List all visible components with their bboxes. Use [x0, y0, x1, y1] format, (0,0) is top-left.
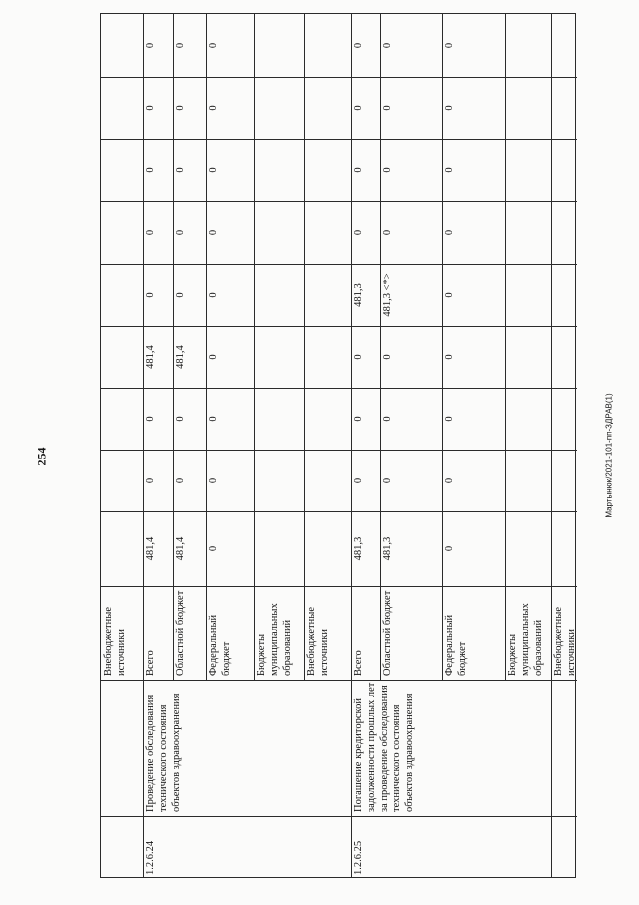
value-cell: [143, 14, 173, 77]
value-cell: [351, 77, 380, 139]
funding-source: [380, 586, 442, 680]
value-cell: [442, 450, 505, 511]
value-cell-text: 0: [208, 477, 219, 484]
value-cell-text: 0: [208, 354, 219, 360]
funding-source-text: Всего: [145, 650, 156, 676]
value-cell: [173, 511, 206, 586]
value-cell: [173, 14, 206, 77]
value-cell-text: 0: [145, 477, 156, 484]
value-cell: [304, 14, 351, 77]
value-cell: [173, 450, 206, 511]
value-cell: [304, 139, 351, 201]
value-cell: [505, 388, 551, 450]
value-cell: [551, 450, 577, 511]
value-cell: [254, 450, 304, 511]
item-name: [351, 680, 577, 816]
value-cell: [351, 201, 380, 264]
funding-source: [304, 586, 351, 680]
value-cell: [304, 388, 351, 450]
value-cell-text: [505, 450, 551, 511]
value-cell-text: [551, 388, 577, 450]
value-cell-text: 0: [382, 105, 393, 111]
value-cell-text: 0: [175, 105, 186, 111]
value-cell-text: 0: [382, 354, 393, 360]
value-cell-text: [304, 388, 351, 450]
value-cell-text: 0: [208, 229, 219, 236]
funding-source-text: Областной бюджет: [382, 590, 393, 676]
value-cell-text: [505, 139, 551, 201]
value-cell-text: [304, 264, 351, 326]
value-cell: [442, 511, 505, 586]
value-cell-text: 0: [444, 167, 455, 173]
value-cell-text: [551, 511, 577, 586]
value-cell-text: 0: [444, 477, 455, 484]
value-cell-text: 0: [175, 477, 186, 484]
value-cell: [505, 14, 551, 77]
value-cell: [143, 201, 173, 264]
item-code: [143, 816, 351, 879]
value-cell: [442, 14, 505, 77]
funding-source: [505, 586, 551, 680]
item-name: [143, 680, 351, 816]
value-cell: [254, 511, 304, 586]
value-cell: [143, 450, 173, 511]
value-cell: [551, 388, 577, 450]
value-cell-text: [304, 450, 351, 511]
value-cell-text: 0: [208, 416, 219, 422]
value-cell: [380, 326, 442, 388]
value-cell-text: 0: [208, 545, 219, 552]
value-cell: [551, 139, 577, 201]
value-cell: [173, 326, 206, 388]
value-cell: [380, 139, 442, 201]
value-cell-text: [551, 77, 577, 139]
value-cell-text: 481,3: [382, 536, 393, 561]
value-cell-text: 0: [353, 105, 364, 111]
item-code-text: 1.2.6.25: [353, 840, 364, 875]
value-cell-text: [254, 511, 304, 586]
value-cell-text: [254, 14, 304, 77]
value-cell-text: 0: [353, 42, 364, 49]
value-cell: [143, 511, 173, 586]
value-cell: [143, 264, 173, 326]
value-cell: [351, 450, 380, 511]
value-cell-text: 0: [382, 167, 393, 173]
value-cell: [551, 264, 577, 326]
value-cell-text: 481,4: [175, 345, 186, 369]
value-cell-text: [304, 139, 351, 201]
value-cell-text: 0: [145, 42, 156, 49]
value-cell: [143, 326, 173, 388]
value-cell: [442, 139, 505, 201]
funding-source-text: Всего: [353, 650, 364, 676]
value-cell-text: 481,4: [175, 536, 186, 561]
value-cell: [442, 388, 505, 450]
value-cell: [380, 511, 442, 586]
value-cell-text: [551, 326, 577, 388]
value-cell-text: [304, 511, 351, 586]
value-cell-text: 0: [208, 167, 219, 173]
funding-source: [442, 586, 505, 680]
item-code: [351, 816, 577, 879]
value-cell-text: 0: [175, 42, 186, 49]
item-name-text: Погашение кредиторской задолженности прошлых лет за проведение обследования технического состояния объектов здравоохранения: [353, 682, 416, 812]
value-cell-text: 0: [382, 42, 393, 49]
value-cell: [505, 77, 551, 139]
value-cell: [505, 511, 551, 586]
value-cell-text: [254, 139, 304, 201]
value-cell-text: 481,3 <*>: [382, 273, 393, 317]
value-cell: [254, 201, 304, 264]
value-cell: [551, 326, 577, 388]
value-cell: [351, 264, 380, 326]
value-cell: [380, 14, 442, 77]
value-cell: [380, 450, 442, 511]
value-cell-text: [505, 388, 551, 450]
value-cell-text: 0: [382, 416, 393, 422]
value-cell: [304, 77, 351, 139]
value-cell-text: 0: [382, 229, 393, 236]
value-cell: [351, 139, 380, 201]
value-cell: [206, 14, 254, 77]
value-cell-text: 0: [175, 167, 186, 173]
value-cell-text: [551, 450, 577, 511]
value-cell: [304, 326, 351, 388]
value-cell: [254, 264, 304, 326]
value-cell: [254, 326, 304, 388]
page-number: 254: [34, 447, 49, 465]
value-cell: [206, 139, 254, 201]
value-cell-text: 0: [175, 292, 186, 298]
funding-source-text: Федеральный бюджет: [444, 614, 468, 676]
value-cell-text: 0: [353, 354, 364, 360]
value-cell: [380, 264, 442, 326]
value-cell: [254, 139, 304, 201]
value-cell-text: [254, 201, 304, 264]
value-cell: [551, 14, 577, 77]
value-cell-text: 0: [145, 292, 156, 298]
value-cell-text: [505, 77, 551, 139]
funding-source: [143, 586, 173, 680]
value-cell-text: 0: [444, 292, 455, 298]
value-cell-text: [304, 77, 351, 139]
funding-source: [206, 586, 254, 680]
value-cell-text: 0: [208, 105, 219, 111]
value-cell-text: 481,3: [353, 536, 364, 561]
value-cell-text: 0: [444, 42, 455, 49]
value-cell: [380, 201, 442, 264]
funding-source-text: Внебюджетные источники: [306, 607, 330, 676]
value-cell: [206, 77, 254, 139]
value-cell: [304, 511, 351, 586]
value-cell: [505, 264, 551, 326]
value-cell-text: [505, 326, 551, 388]
value-cell: [173, 264, 206, 326]
value-cell: [380, 388, 442, 450]
value-cell: [173, 201, 206, 264]
value-cell: [442, 326, 505, 388]
value-cell-text: [254, 264, 304, 326]
value-cell-text: 0: [145, 416, 156, 422]
value-cell-text: 0: [444, 354, 455, 360]
value-cell: [505, 326, 551, 388]
value-cell-text: 0: [175, 416, 186, 422]
funding-source-text: Бюджеты муниципальных образований: [507, 603, 544, 676]
value-cell-text: 0: [208, 42, 219, 49]
value-cell: [551, 201, 577, 264]
value-cell: [173, 388, 206, 450]
value-cell-text: [304, 201, 351, 264]
value-cell-text: 0: [353, 416, 364, 422]
value-cell-text: [254, 326, 304, 388]
value-cell-text: 0: [444, 105, 455, 111]
item-code-text: 1.2.6.24: [145, 840, 156, 875]
value-cell-text: [551, 264, 577, 326]
top-row-source-text: Внебюджетные источники: [103, 607, 127, 676]
value-cell: [304, 264, 351, 326]
funding-source: [254, 586, 304, 680]
budget-table: [100, 13, 576, 878]
value-cell-text: 0: [145, 167, 156, 173]
value-cell: [206, 511, 254, 586]
value-cell-text: [254, 388, 304, 450]
value-cell: [304, 201, 351, 264]
value-cell-text: [505, 511, 551, 586]
value-cell: [351, 326, 380, 388]
value-cell: [304, 450, 351, 511]
value-cell-text: 0: [353, 167, 364, 173]
funding-source: [351, 586, 380, 680]
value-cell-text: [254, 450, 304, 511]
value-cell: [505, 139, 551, 201]
funding-source-text: Федеральный бюджет: [208, 614, 232, 676]
funding-source-text: Внебюджетные источники: [553, 607, 577, 676]
value-cell: [143, 139, 173, 201]
value-cell-text: 481,4: [145, 345, 156, 369]
value-cell-text: 0: [145, 229, 156, 236]
value-cell: [254, 388, 304, 450]
value-cell-text: 0: [353, 477, 364, 484]
value-cell-text: [551, 139, 577, 201]
document-reference: Мартынюк/2021-101-пп-ЗДРАВ(1): [604, 392, 614, 518]
value-cell-text: 0: [175, 229, 186, 236]
value-cell-text: [254, 77, 304, 139]
funding-source-text: Областной бюджет: [175, 590, 186, 676]
value-cell: [551, 511, 577, 586]
value-cell-text: [505, 14, 551, 77]
value-cell: [551, 77, 577, 139]
value-cell: [143, 388, 173, 450]
value-cell: [351, 511, 380, 586]
value-cell: [380, 77, 442, 139]
value-cell: [442, 264, 505, 326]
value-cell-text: 481,3: [353, 283, 364, 307]
value-cell: [254, 14, 304, 77]
value-cell-text: 0: [208, 292, 219, 298]
value-cell: [505, 450, 551, 511]
value-cell: [143, 77, 173, 139]
value-cell: [173, 139, 206, 201]
value-cell: [254, 77, 304, 139]
value-cell: [206, 450, 254, 511]
value-cell-text: 481,4: [145, 536, 156, 561]
funding-source-text: Бюджеты муниципальных образований: [256, 603, 293, 676]
funding-source: [551, 586, 577, 680]
value-cell: [206, 264, 254, 326]
value-cell: [206, 326, 254, 388]
value-cell: [206, 388, 254, 450]
value-cell: [442, 77, 505, 139]
value-cell-text: [304, 14, 351, 77]
value-cell-text: [505, 264, 551, 326]
value-cell-text: 0: [444, 416, 455, 422]
value-cell: [351, 388, 380, 450]
item-name-text: Проведение обследования технического состояния объектов здравоохранения: [145, 693, 182, 812]
value-cell: [505, 201, 551, 264]
value-cell: [351, 14, 380, 77]
top-row-source: [101, 586, 143, 680]
funding-source: [173, 586, 206, 680]
value-cell-text: [505, 201, 551, 264]
value-cell-text: [551, 14, 577, 77]
value-cell-text: [304, 326, 351, 388]
value-cell: [173, 77, 206, 139]
value-cell-text: 0: [353, 229, 364, 236]
value-cell: [206, 201, 254, 264]
value-cell: [442, 201, 505, 264]
value-cell-text: 0: [145, 105, 156, 111]
value-cell-text: 0: [444, 229, 455, 236]
value-cell-text: 0: [382, 477, 393, 484]
value-cell-text: [551, 201, 577, 264]
value-cell-text: 0: [444, 545, 455, 552]
